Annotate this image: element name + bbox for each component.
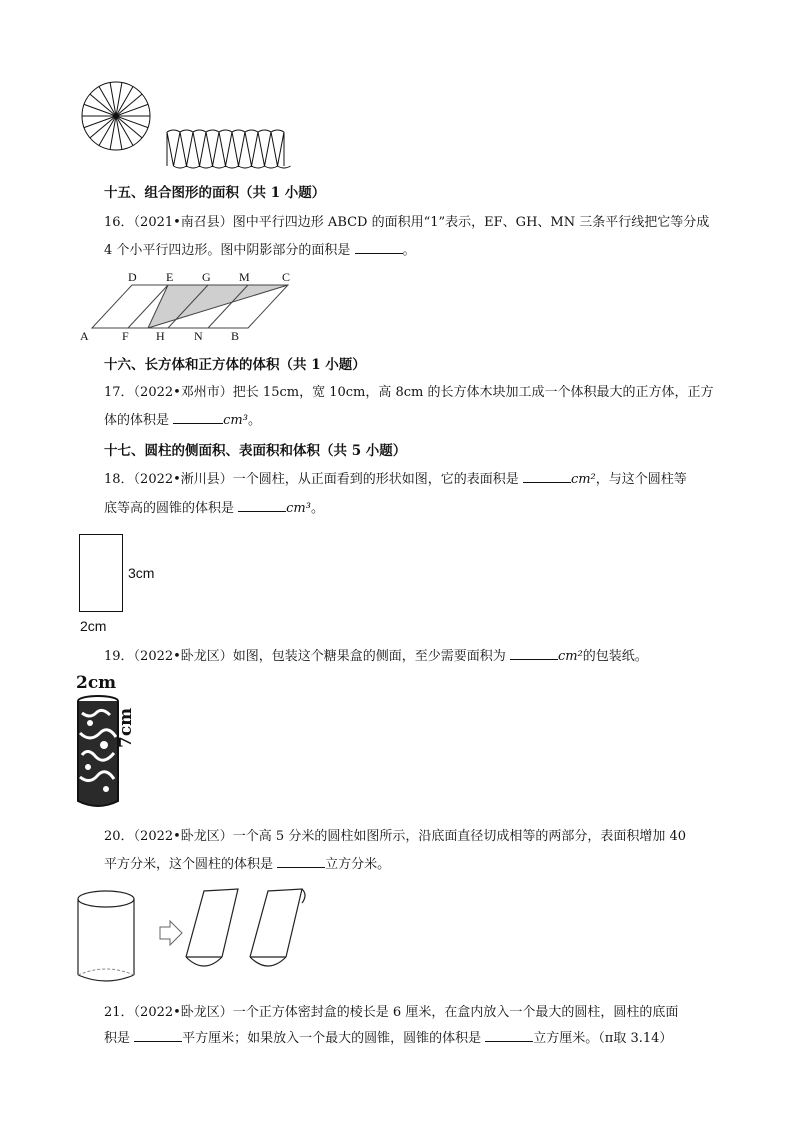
q18-answer-blank-2[interactable] — [238, 499, 286, 512]
section-heading-16: 十六、长方体和正方体的体积（共 1 小题） — [104, 357, 366, 373]
label-H: H — [156, 329, 165, 343]
width-label: 2cm — [80, 618, 107, 634]
q18-line2: 底等高的圆锥的体积是 cm³。 — [104, 501, 324, 516]
label-B: B — [231, 329, 240, 343]
label-M: M — [239, 270, 250, 284]
section-heading-15: 十五、组合图形的面积（共 1 小题） — [104, 185, 326, 201]
label-F: F — [122, 329, 129, 343]
q17-line2: 体的体积是 cm³。 — [104, 413, 261, 428]
q16-line2: 4 个小平行四边形。图中阴影部分的面积是 。 — [104, 243, 416, 258]
label-G: G — [202, 270, 211, 284]
q17-line1: 17．（2022•邓州市）把长 15cm，宽 10cm，高 8cm 的长方体木块加工成一个体积最大的正方体，正方 — [104, 385, 714, 400]
q19-line1: 19．（2022•卧龙区）如图，包装这个糖果盒的侧面，至少需要面积为 cm²的包装纸。 — [104, 649, 648, 664]
q17-answer-blank[interactable] — [173, 411, 223, 424]
q21-line1: 21．（2022•卧龙区）一个正方体密封盒的棱长是 6 厘米，在盒内放入一个最大的圆柱，圆柱的底面 — [104, 1005, 679, 1020]
height-label: 3cm — [128, 565, 155, 581]
label-A: A — [80, 329, 89, 343]
label-N: N — [194, 329, 203, 343]
q19-answer-blank[interactable] — [510, 647, 558, 660]
q18-line1: 18．（2022•淅川县）一个圆柱，从正面看到的形状如图，它的表面积是 cm²，与这个圆柱等 — [104, 472, 687, 487]
section-heading-17: 十七、圆柱的侧面积、表面积和体积（共 5 小题） — [104, 443, 407, 459]
arrow-icon — [160, 921, 182, 945]
q16-answer-blank[interactable] — [355, 241, 403, 254]
cylinder-front-view-rectangle — [79, 534, 123, 612]
q21-answer-blank-2[interactable] — [485, 1029, 533, 1042]
label-D: D — [128, 270, 137, 284]
candy-box-diameter-label: 2cm — [76, 673, 117, 693]
candy-box-height-label: 7cm — [116, 707, 136, 748]
q20-line2: 平方分米，这个圆柱的体积是 立方分米。 — [104, 857, 391, 872]
parallelogram-figure — [88, 270, 298, 340]
q18-answer-blank-1[interactable] — [523, 470, 571, 483]
rearranged-strip-figure — [164, 128, 289, 170]
q21-line2: 积是 平方厘米；如果放入一个最大的圆锥，圆锥的体积是 立方厘米。（π取 3.14） — [104, 1031, 673, 1046]
q20-answer-blank[interactable] — [277, 855, 325, 868]
label-E: E — [166, 270, 174, 284]
q20-line1: 20．（2022•卧龙区）一个高 5 分米的圆柱如图所示，沿底面直径切成相等的两部分，表面积增加 40 — [104, 829, 687, 844]
circle-sectors-figure — [80, 78, 152, 154]
label-C: C — [282, 270, 291, 284]
cylinder-cut-figure — [76, 885, 326, 990]
q16-line1: 16．（2021•南召县）图中平行四边形 ABCD 的面积用“1”表示，EF、GH、MN 三条平行线把它等分成 — [104, 215, 710, 230]
q21-answer-blank-1[interactable] — [134, 1029, 182, 1042]
